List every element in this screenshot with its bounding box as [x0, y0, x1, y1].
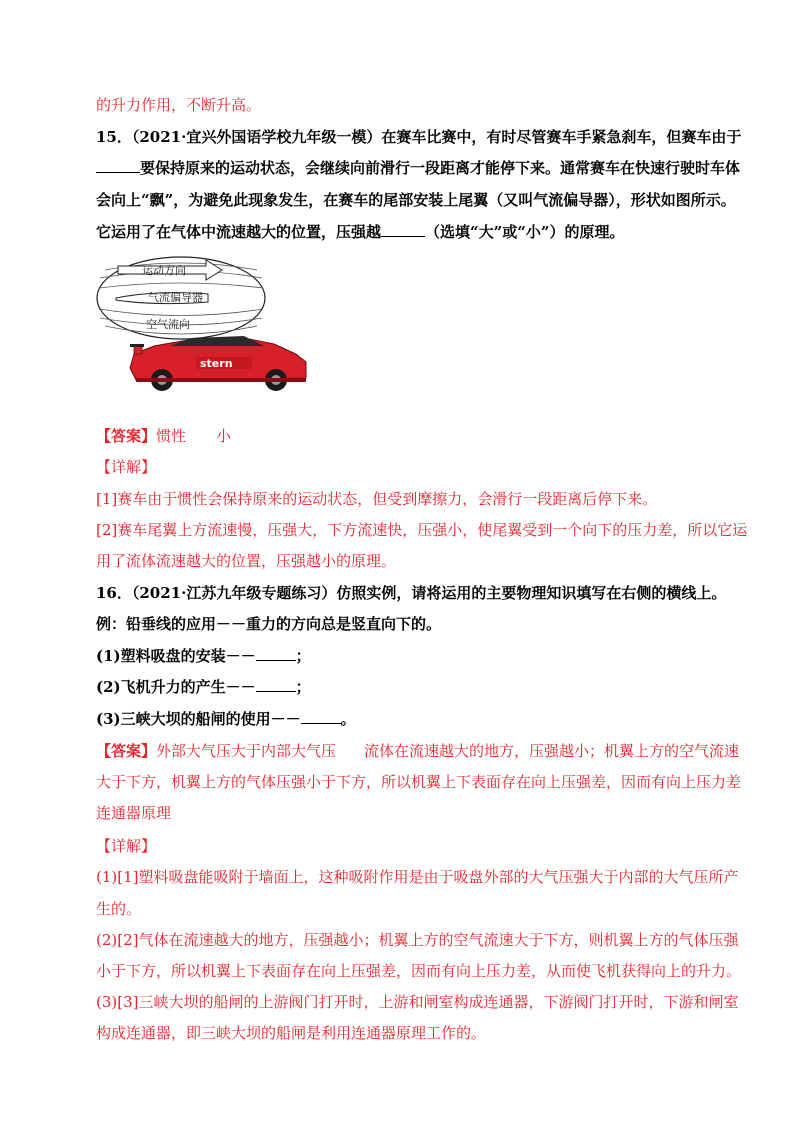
label-motion: 运动方向 [142, 264, 186, 277]
q15-line-1 [96, 126, 742, 148]
q16-item-1 [96, 645, 721, 667]
race-car-image [130, 336, 306, 391]
answer-blank [256, 677, 296, 692]
detail-line: 小于下方，所以机翼上下表面存在向上压强差，因而有向上压力差，从而使飞机获得向上的升力。 [96, 962, 742, 980]
question-number: 15． [96, 128, 132, 146]
question-text: （选填“大”或“小”）的原理。 [425, 223, 625, 241]
q16-item-3 [96, 708, 721, 730]
continued-text: 的升力作用，不断升高。 [96, 96, 262, 114]
figure-spoiler-and-car [96, 254, 346, 404]
label-air: 空气流向 [146, 318, 190, 331]
detail-tag: 【详解】 [96, 837, 157, 855]
question-text: 仿照实例，请将运用的主要物理知识填写在右侧的横线上。 [336, 584, 727, 602]
car-logo: stern [200, 357, 233, 370]
q16-answer-line-2: 大于下方，机翼上方的气体压强小于下方，所以机翼上下表面存在向上压强差，因而有向上压力差 [96, 773, 742, 791]
item-text: (2)飞机升力的产生－－ [96, 678, 256, 696]
q15-answer [96, 425, 721, 447]
answer-blank [381, 222, 425, 237]
detail-line: 构成连通器，即三峡大坝的船闸是利用连通器原理工作的。 [96, 1024, 487, 1042]
label-deflector: 气流偏导器 [148, 291, 203, 304]
question-text: 它运用了在气体中流速越大的位置，压强越 [96, 223, 382, 241]
detail-line: [2]赛车尾翼上方流速慢，压强大，下方流速快，压强小，使尾翼受到一个向下的压力差，所以它运 [96, 521, 748, 539]
answer-blank [301, 709, 341, 724]
detail-line: [1]赛车由于惯性会保持原来的运动状态，但受到摩擦力，会滑行一段距离后停下来。 [96, 490, 658, 508]
answer-value: 惯性 [156, 427, 187, 445]
detail-line: (3)[3]三峡大坝的船闸的上游阀门打开时，上游和闸室构成连通器，下游阀门打开时，下游和闸室 [96, 993, 739, 1011]
detail-tag: 【详解】 [96, 458, 157, 476]
punctuation: 。 [340, 710, 356, 728]
q16-line-1 [96, 582, 727, 604]
answer-tag: 【答案】 [96, 742, 157, 760]
question-text: 在赛车比赛中，有时尽管赛车手紧急刹车，但赛车由于 [381, 128, 742, 146]
question-source: （2021·宜兴外国语学校九年级一模） [131, 128, 382, 146]
answer-value: 流体在流速越大的地方，压强越小；机翼上方的空气流速 [364, 742, 740, 760]
detail-line: 用了流体流速越大的位置，压强越小的原理。 [96, 552, 397, 570]
q16-answer-line-3: 连通器原理 [96, 804, 172, 822]
answer-blank [96, 158, 140, 173]
detail-line: 生的。 [96, 900, 142, 918]
question-source: （2021·江苏九年级专题练习） [131, 584, 337, 602]
q16-answer-line-1 [96, 740, 740, 762]
q15-line-4 [96, 221, 721, 243]
punctuation: ； [295, 647, 311, 665]
answer-value: 小 [216, 427, 232, 445]
answer-blank [256, 646, 296, 661]
punctuation: ； [295, 678, 311, 696]
q15-line-2 [96, 157, 741, 179]
q16-example: 例：铅垂线的应用－－重力的方向总是竖直向下的。 [96, 615, 442, 633]
detail-line: (1)[1]塑料吸盘能吸附于墙面上，这种吸附作用是由于吸盘外部的大气压强大于内部的大气压所产 [96, 868, 739, 886]
question-number: 16． [96, 584, 132, 602]
question-text: 要保持原来的运动状态，会继续向前滑行一段距离才能停下来。通常赛车在快速行驶时车体 [140, 159, 741, 177]
spoiler-diagram [96, 254, 346, 404]
detail-line: (2)[2]气体在流速越大的地方，压强越小；机翼上方的空气流速大于下方，则机翼上方的气体压强 [96, 931, 739, 949]
answer-tag: 【答案】 [96, 427, 157, 445]
q15-line-3: 会向上“飘”，为避免此现象发生，在赛车的尾部安装上尾翼（又叫气流偏导器），形状如图所示。 [96, 191, 736, 209]
item-text: (1)塑料吸盘的安装－－ [96, 647, 256, 665]
q16-item-2 [96, 676, 721, 698]
item-text: (3)三峡大坝的船闸的使用－－ [96, 710, 301, 728]
answer-value: 外部大气压大于内部大气压 [156, 742, 337, 760]
